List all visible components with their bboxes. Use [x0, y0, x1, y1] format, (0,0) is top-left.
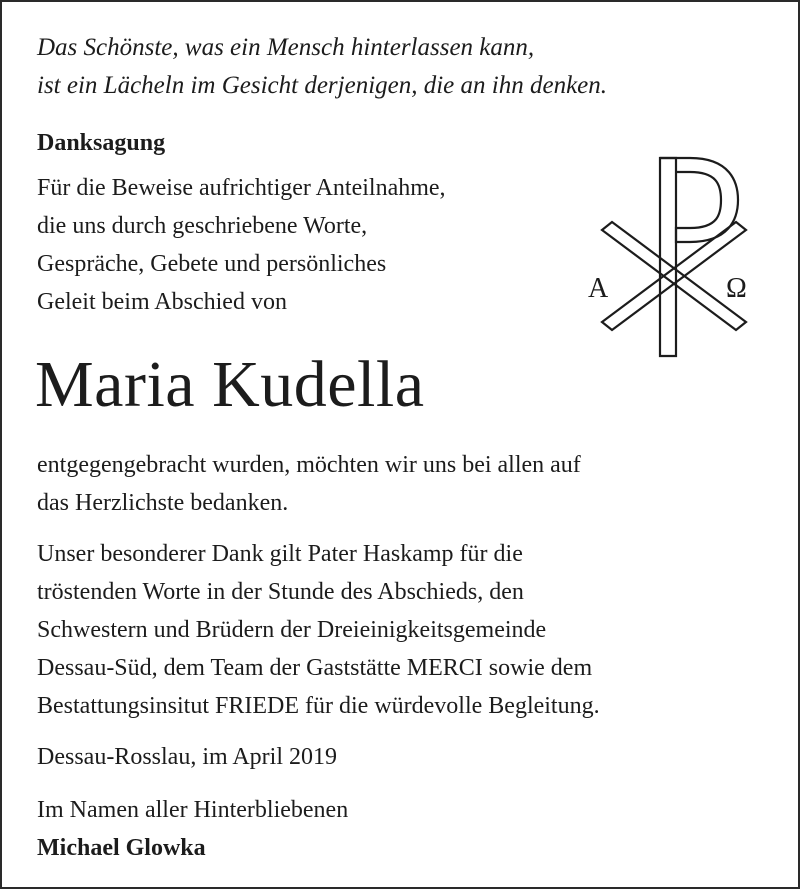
special-thanks-line: tröstenden Worte in der Stunde des Abschieds, den — [37, 579, 524, 605]
special-thanks-line: Unser besonderer Dank gilt Pater Haskamp für die — [37, 541, 523, 567]
signatory-name: Michael Glowka — [37, 835, 206, 861]
intro-line: Für die Beweise aufrichtiger Anteilnahme, — [37, 175, 446, 201]
intro-line: die uns durch geschriebene Worte, — [37, 213, 368, 239]
thanks-line: entgegengebracht wurden, möchten wir uns bei allen auf — [37, 452, 581, 478]
omega-letter: Ω — [726, 273, 747, 304]
special-thanks-line: Schwestern und Brüdern der Dreieinigkeitsgemeinde — [37, 617, 547, 643]
thanks-line: das Herzlichste bedanken. — [37, 490, 289, 516]
on-behalf-line: Im Namen aller Hinterbliebenen — [37, 797, 349, 823]
special-thanks-line: Dessau-Süd, dem Team der Gaststätte MERCI sowie dem — [37, 655, 593, 681]
deceased-name: Maria Kudella — [35, 348, 425, 421]
intro-line: Gespräche, Gebete und persönliches — [37, 251, 387, 277]
motto-line-1: Das Schönste, was ein Mensch hinterlassen kann, — [37, 34, 535, 61]
chi-rho-symbol — [580, 152, 766, 360]
special-thanks-line: Bestattungsinsitut FRIEDE für die würdevolle Begleitung. — [37, 693, 600, 719]
heading: Danksagung — [37, 130, 166, 156]
motto-line-2: ist ein Lächeln im Gesicht derjenigen, die an ihn denken. — [37, 72, 608, 99]
place-date: Dessau-Rosslau, im April 2019 — [37, 744, 337, 770]
alpha-letter: A — [588, 273, 609, 304]
intro-line: Geleit beim Abschied von — [37, 289, 287, 315]
